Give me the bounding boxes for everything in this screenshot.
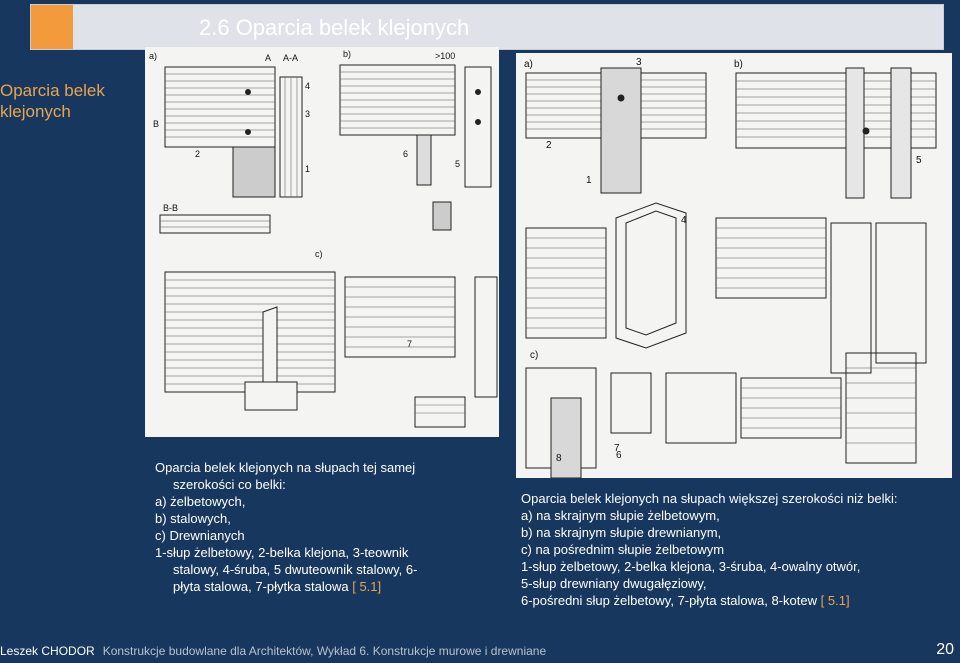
svg-text:3: 3 [636, 57, 642, 68]
caption-left [155, 459, 485, 595]
svg-text:7: 7 [407, 339, 413, 349]
svg-text:6: 6 [403, 149, 409, 159]
drawing-a-beam [165, 67, 302, 197]
caption-left-ref: [ 5.1] [352, 579, 382, 594]
caption-left-line [155, 578, 485, 595]
drawing-right-c [526, 353, 916, 478]
figure-left-drawing [145, 47, 499, 437]
caption-left-line: b) stalowych, [155, 511, 231, 526]
svg-text:4: 4 [305, 81, 311, 91]
svg-text:1: 1 [586, 175, 592, 186]
svg-text:a): a) [149, 51, 158, 61]
caption-right-ref: [ 5.1] [820, 593, 850, 608]
page-number: 20 [936, 641, 954, 658]
svg-text:b): b) [734, 59, 743, 70]
footer [0, 644, 546, 658]
svg-text:5: 5 [916, 155, 922, 166]
svg-text:c): c) [315, 249, 323, 259]
svg-text:6: 6 [616, 450, 622, 461]
svg-text:B: B [153, 119, 160, 129]
svg-text:A-A: A-A [283, 53, 299, 63]
drawing-right-middle [526, 203, 926, 373]
svg-text:8: 8 [556, 453, 562, 464]
slide-title: 2.6 Oparcia belek klejonych [199, 15, 470, 40]
caption-right-line [521, 592, 957, 609]
caption-left-line: stalowy, 4-śruba, 5 dwuteownik stalowy, 6- [173, 562, 418, 577]
svg-text:7: 7 [614, 443, 620, 454]
figure-right-drawing [516, 53, 952, 478]
caption-left-line: 1-słup żelbetowy, 2-belka klejona, 3-teownik [155, 545, 409, 560]
caption-right-line: a) na skrajnym słupie żelbetowym, [521, 508, 720, 523]
caption-right-line: Oparcia belek klejonych na słupach większej szerokości niż belki: [521, 491, 898, 506]
title-bar [30, 4, 944, 50]
drawing-c-beam [165, 272, 497, 427]
svg-text:B-B: B-B [163, 203, 179, 213]
footer-author: Leszek CHODOR [0, 644, 95, 658]
svg-text:2: 2 [195, 149, 201, 159]
svg-text:5: 5 [455, 159, 461, 169]
caption-left-text: płyta stalowa, 7-płytka stalowa [173, 579, 349, 594]
svg-text:>100: >100 [435, 51, 456, 61]
drawing-section-bb [160, 202, 451, 233]
drawing-right-a [526, 68, 706, 193]
caption-left-line: a) żelbetowych, [155, 494, 246, 509]
caption-right-line: b) na skrajnym słupie drewnianym, [521, 525, 722, 540]
svg-text:A: A [265, 53, 272, 63]
caption-left-line: c) Drewnianych [155, 528, 245, 543]
svg-text:2: 2 [546, 140, 552, 151]
side-title: Oparcia belek klejonych [0, 81, 105, 121]
caption-right-line: 1-słup żelbetowy, 2-belka klejona, 3-śruba, 4-owalny otwór, [521, 559, 861, 574]
svg-text:1: 1 [305, 164, 311, 174]
caption-right-line: c) na pośrednim słupie żelbetowym [521, 542, 725, 557]
svg-text:a): a) [524, 59, 533, 70]
svg-text:3: 3 [305, 109, 311, 119]
svg-text:c): c) [530, 350, 539, 361]
title-accent [31, 5, 73, 49]
caption-left-line: szerokości co belki: [173, 477, 286, 492]
svg-text:4: 4 [681, 215, 687, 226]
svg-text:b): b) [343, 49, 352, 59]
caption-right-text: 6-pośredni słup żelbetowy, 7-płyta stalowa, 8-kotew [521, 593, 818, 608]
caption-left-line: Oparcia belek klejonych na słupach tej samej [155, 460, 416, 475]
drawing-b-beam [340, 65, 491, 187]
caption-right-line: 5-słup drewniany dwugałęziowy, [521, 576, 707, 591]
footer-course: Konstrukcje budowlane dla Architektów, Wykład 6. Konstrukcje murowe i drewniane [102, 644, 547, 658]
drawing-right-b [736, 68, 936, 198]
caption-right [521, 490, 957, 609]
